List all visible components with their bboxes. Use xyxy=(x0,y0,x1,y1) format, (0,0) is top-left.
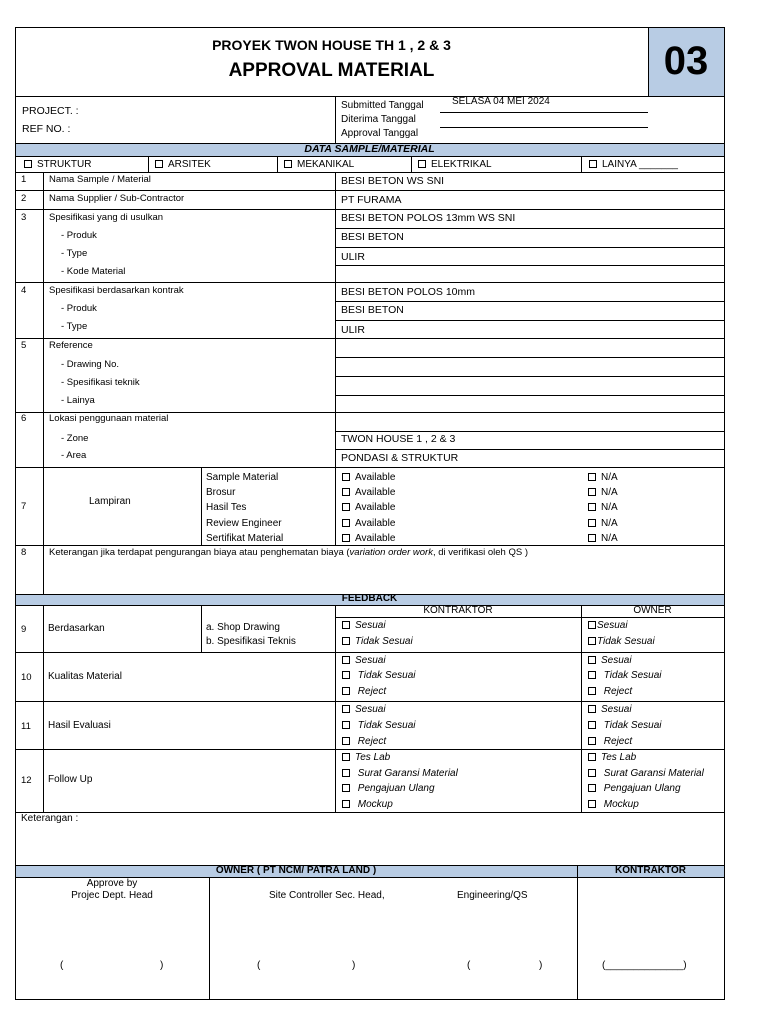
rule xyxy=(648,27,649,96)
lampiran-label: Lampiran xyxy=(89,496,131,507)
rule xyxy=(15,877,724,878)
available-option[interactable]: Available xyxy=(342,533,395,545)
project-title: PROYEK TWON HOUSE TH 1 , 2 & 3 xyxy=(212,37,451,53)
rule xyxy=(15,282,724,283)
lampiran-item: Hasil Tes xyxy=(206,502,247,513)
kontraktor-option[interactable]: Mockup xyxy=(342,799,393,811)
row-value[interactable]: ULIR xyxy=(341,324,365,336)
rule xyxy=(335,301,724,302)
row-label: Reference xyxy=(49,340,93,351)
row-label: Spesifikasi yang di usulkan xyxy=(49,212,164,223)
submitted-value[interactable]: SELASA 04 MEI 2024 xyxy=(452,96,550,107)
na-option[interactable]: N/A xyxy=(588,487,618,499)
row-sublabel: - Drawing No. xyxy=(61,359,120,370)
row-sublabel: - Zone xyxy=(61,433,89,444)
lampiran-item: Sertifikat Material xyxy=(206,533,284,544)
row-value[interactable]: PONDASI & STRUKTUR xyxy=(341,452,459,464)
rule xyxy=(581,156,582,172)
category-lainya[interactable]: LAINYA _______ xyxy=(589,159,678,171)
row-value[interactable]: BESI BETON POLOS 10mm xyxy=(341,286,476,298)
rule xyxy=(577,865,578,999)
rule xyxy=(15,96,724,97)
row-value[interactable]: PT FURAMA xyxy=(341,194,402,206)
lampiran-item: Sample Material xyxy=(206,472,279,483)
data-section-title: DATA SAMPLE/MATERIAL xyxy=(304,143,435,155)
row-label: Spesifikasi berdasarkan kontrak xyxy=(49,285,184,296)
rule xyxy=(15,156,724,157)
rule xyxy=(335,228,724,229)
ref-label: REF NO. : xyxy=(22,123,71,135)
kontraktor-option[interactable]: Tidak Sesuai xyxy=(342,670,416,682)
rule xyxy=(15,143,724,144)
rule xyxy=(335,605,336,812)
owner-option[interactable]: Surat Garansi Material xyxy=(588,768,704,780)
row-label: Nama Supplier / Sub-Contractor xyxy=(49,193,185,204)
owner-option[interactable]: Pengajuan Ulang xyxy=(588,783,681,795)
row-label: Nama Sample / Material xyxy=(49,174,151,185)
category-arsitek[interactable]: ARSITEK xyxy=(155,159,211,171)
kontraktor-option[interactable]: Tidak Sesuai xyxy=(342,720,416,732)
kontraktor-option[interactable]: Sesuai xyxy=(342,704,386,716)
rule xyxy=(15,545,724,546)
rule xyxy=(335,449,724,450)
category-elektrikal[interactable]: ELEKTRIKAL xyxy=(418,159,492,171)
row-label: Kualitas Material xyxy=(48,671,122,682)
row-value[interactable]: BESI BETON POLOS 13mm WS SNI xyxy=(341,212,516,224)
rule xyxy=(15,338,724,339)
row-sublabel: - Lainya xyxy=(61,395,95,406)
na-option[interactable]: N/A xyxy=(588,533,618,545)
kontraktor-option[interactable]: Sesuai xyxy=(342,655,386,667)
kontraktor-option[interactable]: Tes Lab xyxy=(342,752,390,764)
owner-option[interactable]: Sesuai xyxy=(588,620,628,632)
row-number: 3 xyxy=(21,212,27,223)
row-value[interactable]: BESI BETON xyxy=(341,304,404,316)
rule xyxy=(15,749,724,750)
approval-form xyxy=(15,27,724,999)
owner-option[interactable]: Reject xyxy=(588,736,632,748)
row-value[interactable]: BESI BETON WS SNI xyxy=(341,175,445,187)
row-value[interactable]: BESI BETON xyxy=(341,231,404,243)
rule xyxy=(209,877,210,999)
row-number: 9 xyxy=(21,624,27,635)
approval-label: Approval Tanggal xyxy=(341,128,419,139)
lampiran-item: Brosur xyxy=(206,487,236,498)
form-number: 03 xyxy=(663,39,709,83)
row-label: Follow Up xyxy=(48,774,93,785)
row-number: 10 xyxy=(21,672,32,683)
signature-close-paren: ) xyxy=(352,960,356,971)
rule xyxy=(43,172,44,594)
owner-option[interactable]: Tes Lab xyxy=(588,752,636,764)
rule xyxy=(201,605,202,652)
rule xyxy=(335,320,724,321)
rule xyxy=(15,812,724,813)
signature-close-paren: ) xyxy=(160,960,164,971)
row-label: Lokasi penggunaan material xyxy=(49,413,169,424)
rule xyxy=(15,594,724,595)
kontraktor-option[interactable]: Sesuai xyxy=(342,620,386,632)
rule xyxy=(581,605,582,812)
row-sublabel: - Produk xyxy=(61,303,97,314)
kontraktor-option[interactable]: Pengajuan Ulang xyxy=(342,783,435,795)
row-number: 7 xyxy=(21,501,27,512)
kontraktor-option[interactable]: Reject xyxy=(342,736,386,748)
rule xyxy=(15,605,724,606)
engineering-label: Engineering/QS xyxy=(457,890,528,901)
owner-option[interactable]: Sesuai xyxy=(588,655,632,667)
row-number: 1 xyxy=(21,174,27,185)
projec-head-label: Projec Dept. Head xyxy=(71,890,153,901)
owner-signature-header: OWNER ( PT NCM/ PATRA LAND ) xyxy=(215,865,377,876)
rule xyxy=(15,701,724,702)
rule xyxy=(335,172,336,545)
signature-close-paren: ) xyxy=(539,960,543,971)
kontraktor-signature-header: KONTRAKTOR xyxy=(615,865,686,876)
site-controller-label: Site Controller Sec. Head, xyxy=(269,890,385,901)
available-option[interactable]: Available xyxy=(342,487,395,499)
available-option[interactable]: Available xyxy=(342,472,395,484)
owner-option[interactable]: Tidak Sesuai xyxy=(588,670,662,682)
owner-option[interactable]: Sesuai xyxy=(588,704,632,716)
row-sublabel: - Kode Material xyxy=(61,266,126,277)
row-value[interactable]: TWON HOUSE 1 , 2 & 3 xyxy=(341,433,456,445)
row-sublabel: - Type xyxy=(61,321,88,332)
kontraktor-signature-line: (______________) xyxy=(602,960,687,971)
rule xyxy=(15,412,724,413)
rule xyxy=(201,467,202,545)
rule xyxy=(335,395,724,396)
row-number: 4 xyxy=(21,285,27,296)
feedback-title: FEEDBACK xyxy=(341,593,398,604)
na-option[interactable]: N/A xyxy=(588,472,618,484)
row-number: 11 xyxy=(21,721,31,732)
rule xyxy=(15,172,724,173)
owner-option[interactable]: Mockup xyxy=(588,799,639,811)
row-sublabel: - Area xyxy=(61,450,87,461)
row-number: 6 xyxy=(21,413,27,424)
owner-option[interactable]: Tidak Sesuai xyxy=(588,720,662,732)
row-value[interactable]: ULIR xyxy=(341,251,365,263)
signature-open-paren: ( xyxy=(60,960,64,971)
available-option[interactable]: Available xyxy=(342,518,395,530)
owner-column-header: OWNER xyxy=(633,605,672,616)
rule xyxy=(335,247,724,248)
rule xyxy=(335,376,724,377)
kontraktor-column-header: KONTRAKTOR xyxy=(423,605,493,616)
rule xyxy=(15,865,724,866)
kontraktor-option[interactable]: Tidak Sesuai xyxy=(342,636,413,648)
rule xyxy=(15,652,724,653)
signature-open-paren: ( xyxy=(257,960,261,971)
rule xyxy=(335,265,724,266)
rule xyxy=(411,156,412,172)
received-label: Diterima Tanggal xyxy=(341,114,416,125)
available-option[interactable]: Available xyxy=(342,502,395,514)
project-label: PROJECT. : xyxy=(22,105,79,117)
rule xyxy=(15,190,724,191)
row-label: Hasil Evaluasi xyxy=(48,720,111,731)
signature-open-paren: ( xyxy=(467,960,471,971)
rule xyxy=(43,605,44,812)
row-sublabel: - Produk xyxy=(61,230,97,241)
lampiran-item: Review Engineer xyxy=(206,518,282,529)
na-option[interactable]: N/A xyxy=(588,502,618,514)
cost-note: Keterangan jika terdapat pengurangan biaya atau penghematan biaya (variation order work, di verifikasi oleh QS ) xyxy=(49,547,528,558)
row-number: 8 xyxy=(21,547,27,558)
rule xyxy=(148,156,149,172)
row-label: Berdasarkan xyxy=(48,623,105,634)
row-number: 2 xyxy=(21,193,27,204)
row-number: 12 xyxy=(21,775,32,786)
keterangan-label: Keterangan : xyxy=(21,813,79,824)
owner-option[interactable]: Reject xyxy=(588,686,632,698)
row-sublabel: - Spesifikasi teknik xyxy=(61,377,140,388)
rule xyxy=(335,617,724,618)
rule xyxy=(335,431,724,432)
rule xyxy=(15,467,724,468)
rule xyxy=(335,96,336,143)
rule xyxy=(15,209,724,210)
rule xyxy=(277,156,278,172)
form-title: APPROVAL MATERIAL xyxy=(228,60,435,81)
rule xyxy=(335,357,724,358)
na-option[interactable]: N/A xyxy=(588,518,618,530)
kontraktor-option[interactable]: Surat Garansi Material xyxy=(342,768,458,780)
row-sublabel: b. Spesifikasi Teknis xyxy=(206,636,296,647)
approve-by-label: Approve by xyxy=(86,878,138,889)
submitted-label: Submitted Tanggal xyxy=(341,100,424,111)
row-sublabel: a. Shop Drawing xyxy=(206,622,280,633)
row-sublabel: - Type xyxy=(61,248,88,259)
category-struktur[interactable]: STRUKTUR xyxy=(24,159,91,171)
row-number: 5 xyxy=(21,340,27,351)
owner-option[interactable]: Tidak Sesuai xyxy=(588,636,655,648)
category-mekanikal[interactable]: MEKANIKAL xyxy=(284,159,354,171)
kontraktor-option[interactable]: Reject xyxy=(342,686,386,698)
